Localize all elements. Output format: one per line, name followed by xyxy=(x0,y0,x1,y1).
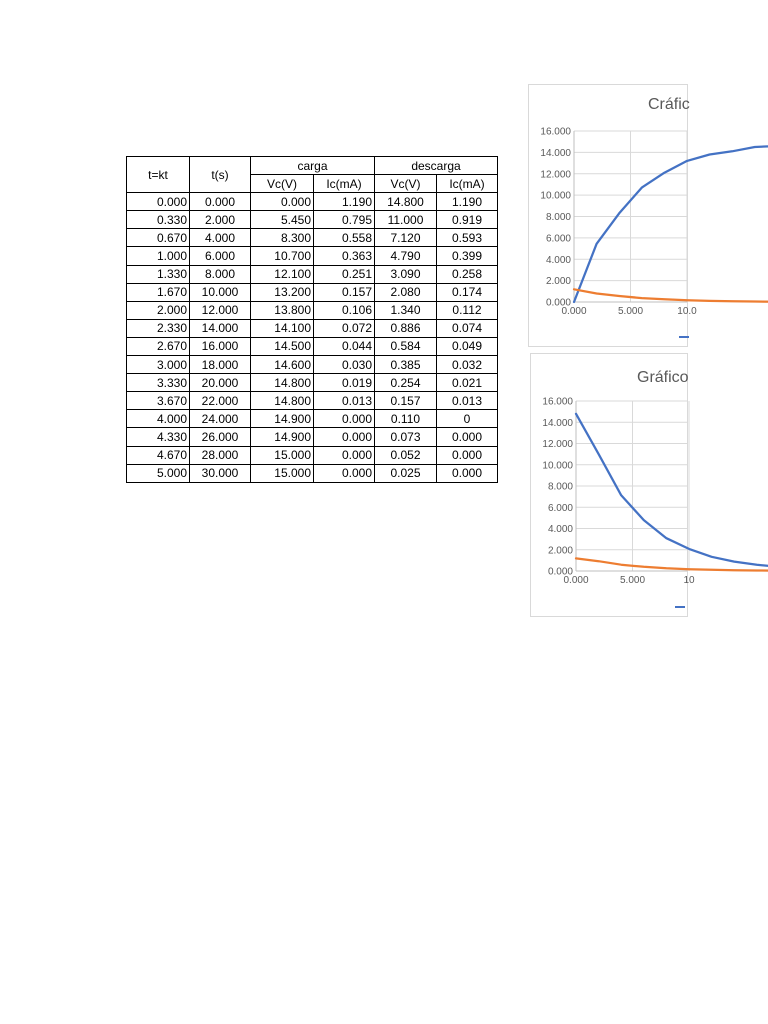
cell-carga-vc: 14.500 xyxy=(251,337,314,355)
cell-carga-vc: 12.100 xyxy=(251,265,314,283)
cell-carga-ic: 0.251 xyxy=(314,265,375,283)
table-row xyxy=(127,374,498,392)
header-carga-vc: Vc(V) xyxy=(251,175,314,193)
header-carga-ic: Ic(mA) xyxy=(314,175,375,193)
table-body xyxy=(127,193,498,483)
y-tick-label: 8.000 xyxy=(545,212,571,223)
cell-tkt: 1.670 xyxy=(127,283,190,301)
cell-descarga-ic: 0.074 xyxy=(437,319,498,337)
cell-carga-ic: 0.030 xyxy=(314,356,375,374)
cell-ts: 22.000 xyxy=(190,392,251,410)
cell-tkt: 3.330 xyxy=(127,374,190,392)
cell-carga-vc: 8.300 xyxy=(251,229,314,247)
y-tick-label: 10.000 xyxy=(542,460,573,472)
cell-carga-ic: 0.363 xyxy=(314,247,375,265)
y-tick-label: 12.000 xyxy=(542,439,573,450)
chart-descarga[interactable] xyxy=(530,353,695,617)
cell-carga-vc: 13.200 xyxy=(251,283,314,301)
table-row xyxy=(127,193,498,211)
cell-descarga-ic: 0.112 xyxy=(437,301,498,319)
y-tick-label: 14.000 xyxy=(542,417,573,429)
x-tick-label: 5.000 xyxy=(617,306,644,317)
cell-tkt: 5.000 xyxy=(127,464,190,482)
cell-descarga-vc: 0.157 xyxy=(375,392,437,410)
cell-descarga-vc: 3.090 xyxy=(375,265,437,283)
cell-tkt: 4.000 xyxy=(127,410,190,428)
cell-carga-ic: 0.558 xyxy=(314,229,375,247)
cell-carga-ic: 0.019 xyxy=(314,374,375,392)
cell-ts: 20.000 xyxy=(190,374,251,392)
y-tick-label: 16.000 xyxy=(542,396,573,408)
y-tick-label: 10.000 xyxy=(540,190,571,202)
cell-carga-vc: 15.000 xyxy=(251,464,314,482)
cell-carga-vc: 5.450 xyxy=(251,211,314,229)
cell-carga-vc: 0.000 xyxy=(251,193,314,211)
chart-title: Gráfico xyxy=(637,369,689,386)
cell-tkt: 1.330 xyxy=(127,265,190,283)
table-row xyxy=(127,229,498,247)
cell-descarga-ic: 0.000 xyxy=(437,428,498,446)
cell-tkt: 3.000 xyxy=(127,356,190,374)
table-row xyxy=(127,392,498,410)
table-header-row-1 xyxy=(127,157,498,175)
cell-descarga-vc: 11.000 xyxy=(375,211,437,229)
chart-title: Cráfic xyxy=(648,96,690,113)
table-row xyxy=(127,283,498,301)
chart-carga[interactable] xyxy=(528,84,697,347)
cell-descarga-vc: 2.080 xyxy=(375,283,437,301)
y-tick-label: 4.000 xyxy=(547,524,573,535)
cell-descarga-vc: 0.110 xyxy=(375,410,437,428)
header-carga: carga xyxy=(251,157,375,175)
x-tick-label: 0.000 xyxy=(561,306,587,317)
cell-descarga-vc: 0.073 xyxy=(375,428,437,446)
chart-carga-svg xyxy=(529,85,697,346)
table-row xyxy=(127,337,498,355)
y-tick-label: 14.000 xyxy=(540,147,571,159)
cell-tkt: 2.000 xyxy=(127,301,190,319)
cell-carga-ic: 0.795 xyxy=(314,211,375,229)
cell-tkt: 0.330 xyxy=(127,211,190,229)
table-row xyxy=(127,211,498,229)
series-line-2 xyxy=(576,558,768,571)
cell-ts: 8.000 xyxy=(190,265,251,283)
cell-ts: 0.000 xyxy=(190,193,251,211)
cell-carga-vc: 15.000 xyxy=(251,446,314,464)
cell-descarga-vc: 0.254 xyxy=(375,374,437,392)
cell-descarga-vc: 0.584 xyxy=(375,337,437,355)
cell-carga-ic: 0.106 xyxy=(314,301,375,319)
cell-descarga-vc: 0.052 xyxy=(375,446,437,464)
table-row xyxy=(127,410,498,428)
x-tick-label: 10.0 xyxy=(677,306,697,317)
cell-tkt: 1.000 xyxy=(127,247,190,265)
cell-descarga-ic: 0 xyxy=(437,410,498,428)
y-tick-label: 2.000 xyxy=(545,276,571,288)
cell-carga-ic: 0.044 xyxy=(314,337,375,355)
header-descarga-ic: Ic(mA) xyxy=(437,175,498,193)
cell-carga-vc: 14.800 xyxy=(251,392,314,410)
cell-ts: 18.000 xyxy=(190,356,251,374)
cell-descarga-vc: 0.385 xyxy=(375,356,437,374)
cell-ts: 4.000 xyxy=(190,229,251,247)
chart-descarga-svg xyxy=(531,354,695,616)
cell-descarga-vc: 0.886 xyxy=(375,319,437,337)
cell-descarga-ic: 0.013 xyxy=(437,392,498,410)
table-row xyxy=(127,446,498,464)
table-row xyxy=(127,265,498,283)
cell-tkt: 0.670 xyxy=(127,229,190,247)
series-line-1 xyxy=(576,414,768,571)
y-tick-label: 6.000 xyxy=(545,233,571,245)
cell-carga-vc: 14.100 xyxy=(251,319,314,337)
cell-ts: 16.000 xyxy=(190,337,251,355)
cell-descarga-vc: 14.800 xyxy=(375,193,437,211)
cell-tkt: 2.670 xyxy=(127,337,190,355)
cell-ts: 14.000 xyxy=(190,319,251,337)
cell-descarga-vc: 0.025 xyxy=(375,464,437,482)
table-row xyxy=(127,319,498,337)
cell-descarga-ic: 0.000 xyxy=(437,464,498,482)
series-line-1 xyxy=(574,142,768,302)
cell-ts: 30.000 xyxy=(190,464,251,482)
y-tick-label: 12.000 xyxy=(540,169,571,181)
cell-carga-ic: 0.157 xyxy=(314,283,375,301)
cell-carga-vc: 14.600 xyxy=(251,356,314,374)
table-row xyxy=(127,356,498,374)
table-row xyxy=(127,428,498,446)
cell-descarga-ic: 0.174 xyxy=(437,283,498,301)
cell-descarga-vc: 4.790 xyxy=(375,247,437,265)
cell-ts: 26.000 xyxy=(190,428,251,446)
x-tick-label: 0.000 xyxy=(563,575,589,586)
cell-descarga-vc: 7.120 xyxy=(375,229,437,247)
cell-descarga-ic: 0.399 xyxy=(437,247,498,265)
cell-descarga-ic: 0.021 xyxy=(437,374,498,392)
x-tick-label: 5.000 xyxy=(619,575,646,586)
cell-descarga-vc: 1.340 xyxy=(375,301,437,319)
cell-descarga-ic: 0.258 xyxy=(437,265,498,283)
cell-tkt: 0.000 xyxy=(127,193,190,211)
cell-carga-vc: 14.900 xyxy=(251,410,314,428)
y-tick-label: 2.000 xyxy=(547,545,573,557)
cell-ts: 28.000 xyxy=(190,446,251,464)
cell-tkt: 4.330 xyxy=(127,428,190,446)
cell-carga-ic: 0.000 xyxy=(314,464,375,482)
table-row xyxy=(127,247,498,265)
cell-ts: 24.000 xyxy=(190,410,251,428)
cell-descarga-ic: 0.919 xyxy=(437,211,498,229)
cell-carga-ic: 0.000 xyxy=(314,446,375,464)
header-descarga: descarga xyxy=(375,157,498,175)
cell-ts: 6.000 xyxy=(190,247,251,265)
cell-descarga-ic: 1.190 xyxy=(437,193,498,211)
cell-descarga-ic: 0.049 xyxy=(437,337,498,355)
cell-carga-vc: 13.800 xyxy=(251,301,314,319)
y-tick-label: 8.000 xyxy=(547,481,573,493)
y-tick-label: 4.000 xyxy=(545,254,571,266)
y-tick-label: 0.000 xyxy=(547,566,573,578)
header-descarga-vc: Vc(V) xyxy=(375,175,437,193)
cell-carga-vc: 10.700 xyxy=(251,247,314,265)
header-tkt: t=kt xyxy=(127,157,190,193)
cell-carga-ic: 0.072 xyxy=(314,319,375,337)
cell-tkt: 3.670 xyxy=(127,392,190,410)
data-table xyxy=(126,156,498,483)
table-row xyxy=(127,464,498,482)
table-row xyxy=(127,301,498,319)
cell-tkt: 4.670 xyxy=(127,446,190,464)
cell-carga-ic: 1.190 xyxy=(314,193,375,211)
cell-descarga-ic: 0.593 xyxy=(437,229,498,247)
cell-carga-ic: 0.000 xyxy=(314,410,375,428)
cell-descarga-ic: 0.032 xyxy=(437,356,498,374)
y-tick-label: 0.000 xyxy=(545,297,571,309)
cell-carga-ic: 0.013 xyxy=(314,392,375,410)
cell-tkt: 2.330 xyxy=(127,319,190,337)
cell-ts: 12.000 xyxy=(190,301,251,319)
cell-carga-vc: 14.900 xyxy=(251,428,314,446)
cell-ts: 2.000 xyxy=(190,211,251,229)
cell-ts: 10.000 xyxy=(190,283,251,301)
y-tick-label: 16.000 xyxy=(540,126,571,138)
cell-descarga-ic: 0.000 xyxy=(437,446,498,464)
x-tick-label: 10 xyxy=(683,575,695,586)
header-ts: t(s) xyxy=(190,157,251,193)
cell-carga-ic: 0.000 xyxy=(314,428,375,446)
series-line-2 xyxy=(574,289,768,302)
y-tick-label: 6.000 xyxy=(547,502,573,514)
cell-carga-vc: 14.800 xyxy=(251,374,314,392)
